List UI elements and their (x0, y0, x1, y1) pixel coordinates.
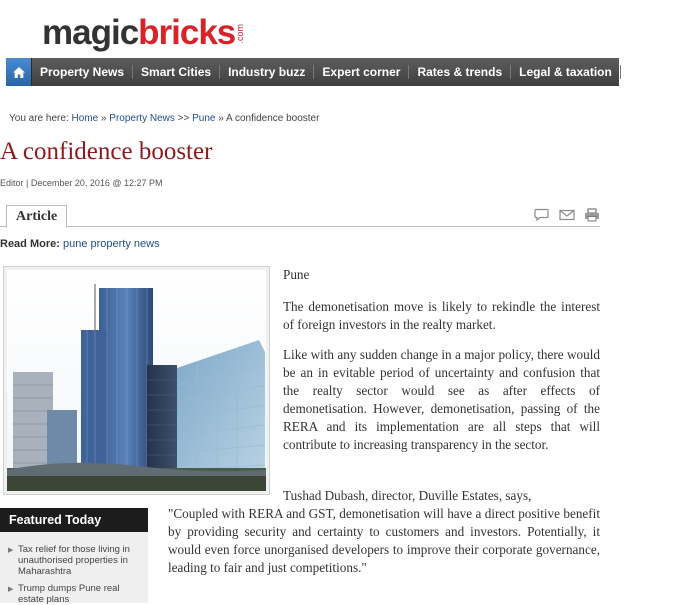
featured-item[interactable] (8, 583, 146, 605)
logo-com-text: .com (235, 24, 246, 44)
print-icon (584, 208, 600, 222)
comment-icon (534, 208, 549, 221)
print-button[interactable] (583, 207, 600, 222)
article-location: Pune (283, 267, 310, 282)
breadcrumb-pune[interactable]: Pune (192, 113, 216, 124)
article-paragraph-3 (168, 487, 600, 577)
featured-item-text: Tax relief for those living in unauthorised properties in Maharashtra (18, 544, 130, 577)
breadcrumb-property-news[interactable]: Property News (109, 113, 175, 124)
nav-smart-cities[interactable]: Smart Cities (133, 65, 220, 79)
read-more-label: Read More: (0, 238, 60, 250)
read-more-link[interactable]: pune property news (62, 238, 160, 250)
tab-article[interactable]: Article (6, 205, 67, 228)
comment-button[interactable] (533, 207, 550, 222)
skyscraper-illustration (7, 270, 266, 491)
arrow-right-icon: ▶ (8, 586, 14, 593)
nav-expert-corner[interactable]: Expert corner (314, 65, 409, 79)
article-image (7, 270, 266, 491)
nav-affordable[interactable]: Afford (628, 65, 665, 79)
nav-industry-buzz[interactable]: Industry buzz (220, 65, 314, 79)
article-body (283, 266, 600, 466)
featured-item[interactable] (8, 544, 146, 577)
nav-rates-trends[interactable]: Rates & trends (409, 65, 511, 79)
arrow-right-icon: ▶ (8, 547, 14, 554)
nav-property-news[interactable]: Property News (32, 65, 133, 79)
article-tabbar (0, 205, 600, 227)
home-button[interactable] (6, 58, 32, 86)
breadcrumb-separator: » (98, 113, 110, 124)
featured-today-title: Featured Today (0, 508, 148, 532)
breadcrumb-current: A confidence booster (226, 113, 320, 124)
logo-bricks-text: bricks (138, 13, 236, 52)
breadcrumb-home[interactable]: Home (71, 113, 99, 124)
article-paragraph-3-line-1: Tushad Dubash, director, Duville Estates, says, (283, 488, 532, 503)
article-tools (533, 207, 600, 222)
breadcrumb (9, 113, 319, 124)
article-image-frame (3, 266, 270, 495)
home-icon (12, 66, 26, 79)
breadcrumb-separator: » (215, 113, 227, 124)
featured-item-text: Trump dumps Pune real estate plans (18, 583, 120, 605)
breadcrumb-prefix: You are here: (9, 113, 72, 124)
breadcrumb-separator: >> (174, 113, 193, 124)
article-byline: Editor | December 20, 2016 @ 12:27 PM (0, 178, 163, 188)
featured-today-panel (0, 508, 148, 603)
email-icon (559, 209, 575, 221)
page-title: A confidence booster (0, 138, 213, 165)
article-paragraph-2: Like with any sudden change in a major policy, there would be an in evitable period of uncertainty and confusion that the realty sector would see as after effects of demonetisation. However, demonetisation, passing of the RERA and its implementation are all steps that will contribute to increasing transparency in the sector. (283, 347, 600, 452)
magicbricks-logo[interactable] (42, 6, 245, 50)
featured-today-list (0, 532, 148, 603)
nav-legal-taxation[interactable]: Legal & taxation (511, 65, 621, 79)
article-paragraph-1: The demonetisation move is likely to rekindle the interest of foreign investors in the realty market. (283, 299, 600, 332)
read-more (0, 238, 160, 250)
article-paragraph-3-rest: "Coupled with RERA and GST, demonetisation will have a direct positive benefit by providing security and certainty to customers and investors. Potentially, it would even force unorganised developers to improve their corporate governance, leading to fair and just competitions." (168, 506, 600, 575)
main-nav (6, 58, 665, 86)
email-button[interactable] (558, 207, 575, 222)
logo-magic-text: magic (42, 13, 139, 52)
